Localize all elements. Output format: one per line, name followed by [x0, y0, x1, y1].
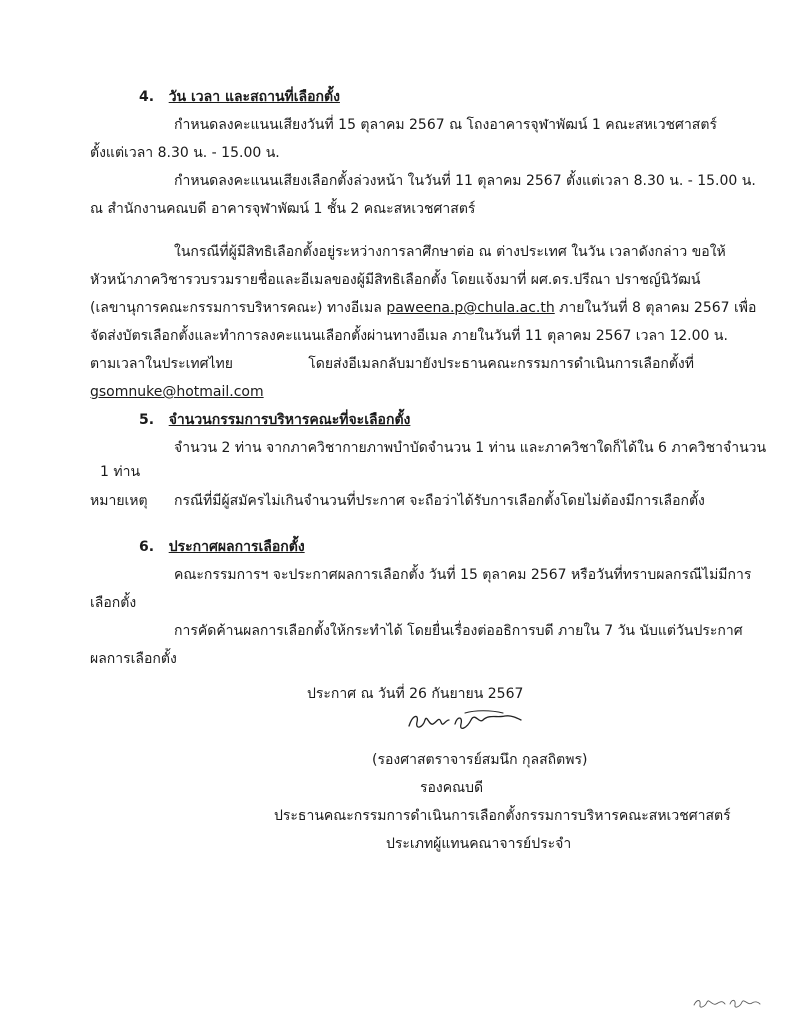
announce-date: ประกาศ ณ วันที่ 26 กันยายน 2567 — [307, 686, 524, 702]
handwritten-signature — [405, 708, 525, 736]
signer-position: รองคณบดี — [420, 780, 484, 796]
section-4-para2-line2: ณ สำนักงานคณบดี อาคารจุฬาพัฒน์ 1 ชั้น 2 คณะสหเวชศาสตร์ — [90, 201, 476, 217]
footer-initials-mark — [692, 996, 762, 1010]
section-4-para3-line5: ตามเวลาในประเทศไทย โดยส่งอีเมลกลับมายังประธานคณะกรรมการดำเนินการเลือกตั้งที่ — [90, 356, 694, 372]
section-5-number: 5. — [139, 412, 155, 428]
text-segment: (เลขานุการคณะกรรมการบริหารคณะ) ทางอีเมล — [90, 300, 387, 316]
section-4-para1-line1: กำหนดลงคะแนนเสียงวันที่ 15 ตุลาคม 2567 ณ โถงอาคารจุฬาพัฒน์ 1 คณะสหเวชศาสตร์ — [174, 117, 717, 133]
section-5-note-label: หมายเหตุ — [90, 493, 148, 509]
section-4-para3-line4: จัดส่งบัตรเลือกตั้งและทำการลงคะแนนเลือกตั้งผ่านทางอีเมล ภายในวันที่ 11 ตุลาคม 2567 เวลา 12.00 น. — [90, 328, 728, 344]
section-4-para3-line3 — [90, 298, 756, 318]
section-6-heading — [139, 537, 305, 557]
chairman-email-link[interactable]: gsomnuke@hotmail.com — [90, 384, 264, 400]
section-4-para2-line1: กำหนดลงคะแนนเสียงเลือกตั้งล่วงหน้า ในวันที่ 11 ตุลาคม 2567 ตั้งแต่เวลา 8.30 น. - 15.00 น. — [174, 173, 756, 189]
signer-role-line1: ประธานคณะกรรมการดำเนินการเลือกตั้งกรรมการบริหารคณะสหเวชศาสตร์ — [274, 808, 731, 824]
section-6-number: 6. — [139, 539, 155, 555]
section-5-note-text: กรณีที่มีผู้สมัครไม่เกินจำนวนที่ประกาศ จะถือว่าได้รับการเลือกตั้งโดยไม่ต้องมีการเลือกตั้ง — [174, 493, 705, 509]
signer-name: (รองศาสตราจารย์สมนึก กุลสถิตพร) — [372, 752, 588, 768]
text-segment: ภายในวันที่ 8 ตุลาคม 2567 เพื่อ — [554, 300, 757, 316]
section-5-para1-line1: จำนวน 2 ท่าน จากภาควิชากายภาพบำบัดจำนวน 1 ท่าน และภาควิชาใดก็ได้ใน 6 ภาควิชาจำนวน — [174, 440, 767, 456]
section-5-title: จำนวนกรรมการบริหารคณะที่จะเลือกตั้ง — [168, 412, 411, 428]
section-4-para1-line2: ตั้งแต่เวลา 8.30 น. - 15.00 น. — [90, 145, 280, 161]
section-4-para3-line1: ในกรณีที่ผู้มีสิทธิเลือกตั้งอยู่ระหว่างการลาศึกษาต่อ ณ ต่างประเทศ ในวัน เวลาดังกล่าว ขอให้ — [174, 244, 726, 260]
section-4-heading — [139, 87, 340, 107]
section-5-heading — [139, 410, 410, 430]
section-6-title: ประกาศผลการเลือกตั้ง — [168, 539, 305, 555]
section-6-para2-line2: ผลการเลือกตั้ง — [90, 651, 177, 667]
section-6-para1-line1: คณะกรรมการฯ จะประกาศผลการเลือกตั้ง วันที่ 15 ตุลาคม 2567 หรือวันที่ทราบผลกรณีไม่มีการ — [174, 567, 752, 583]
section-4-number: 4. — [139, 89, 155, 105]
secretary-email-link[interactable]: paweena.p@chula.ac.th — [386, 300, 555, 316]
section-4-title: วัน เวลา และสถานที่เลือกตั้ง — [168, 89, 340, 105]
section-6-para1-line2: เลือกตั้ง — [90, 595, 137, 611]
section-6-para2-line1: การคัดค้านผลการเลือกตั้งให้กระทำได้ โดยยื่นเรื่องต่ออธิการบดี ภายใน 7 วัน นับแต่วันประกาศ — [174, 623, 743, 639]
section-4-para3-line2: หัวหน้าภาควิชารวบรวมรายชื่อและอีเมลของผู้มีสิทธิเลือกตั้ง โดยแจ้งมาที่ ผศ.ดร.ปรีณา ปราชญ์นิวัฒน์ — [90, 272, 701, 288]
signer-role-line2: ประเภทผู้แทนคณาจารย์ประจำ — [386, 836, 572, 852]
section-4-para3-line6 — [90, 382, 264, 402]
section-5-para1-line2: 1 ท่าน — [100, 464, 141, 480]
